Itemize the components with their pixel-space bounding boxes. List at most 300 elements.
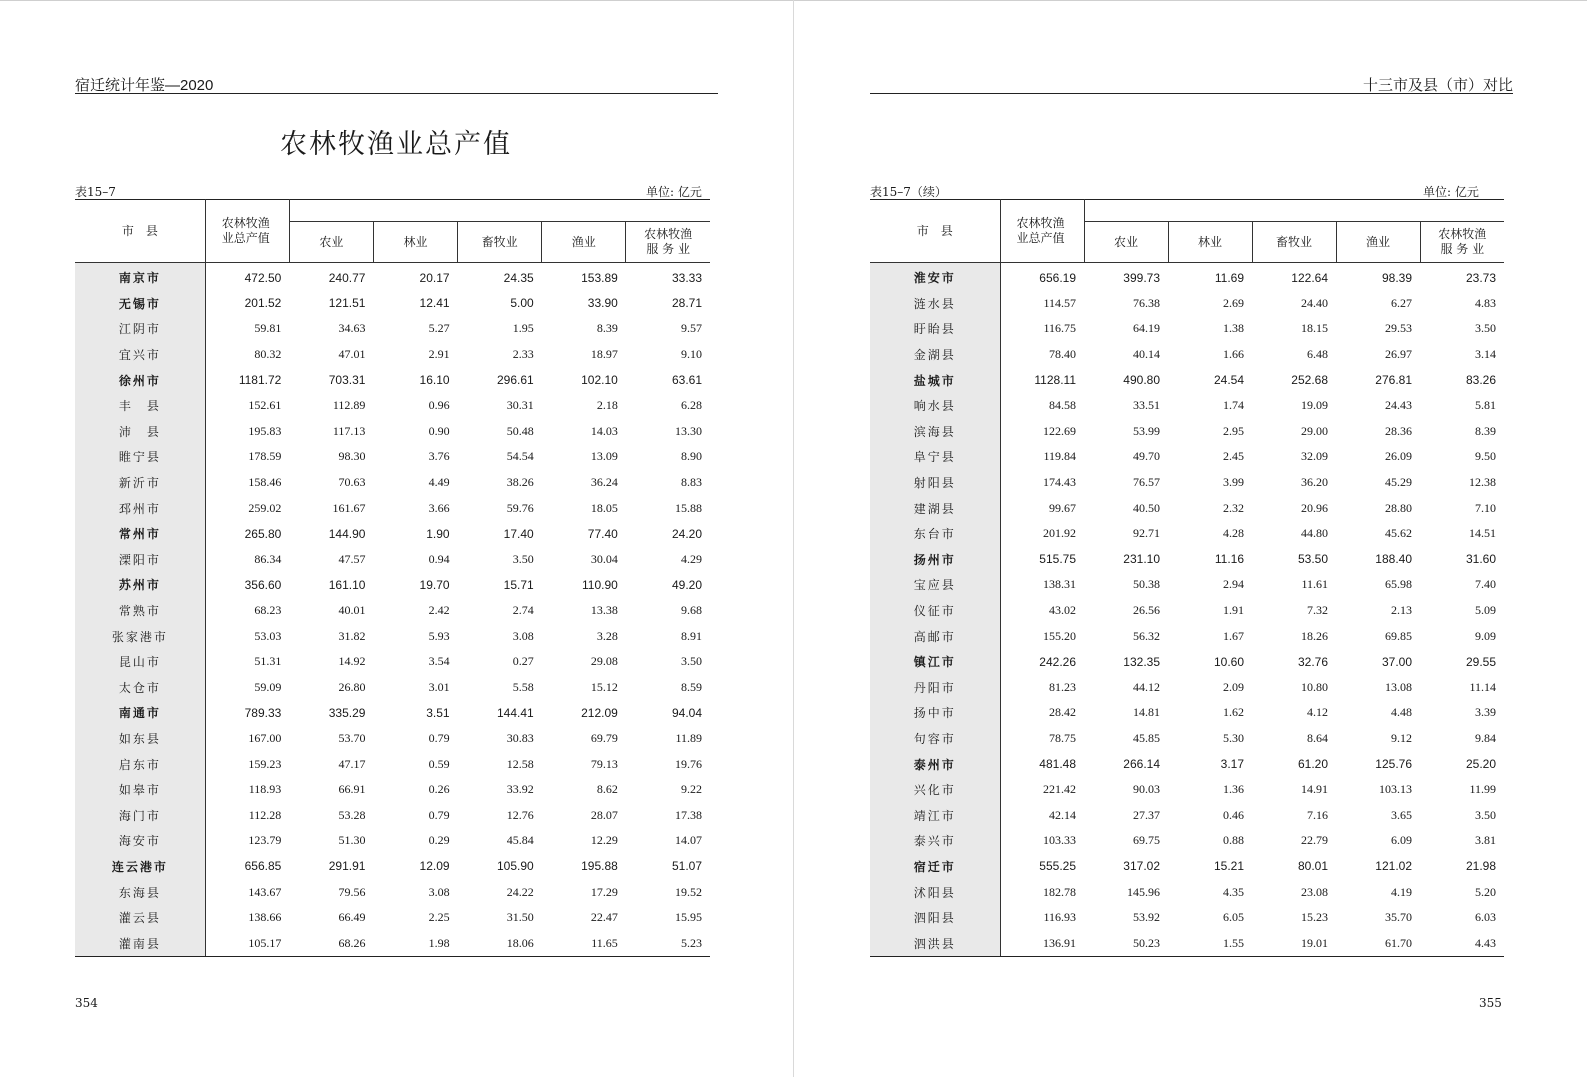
region-name: 阜宁县 — [870, 444, 1000, 470]
region-name: 泰州市 — [870, 751, 1000, 777]
value-cell: 56.32 — [1133, 628, 1160, 643]
value-cell: 86.34 — [254, 551, 282, 566]
region-name: 宝应县 — [870, 572, 1000, 598]
value-cell: 32.76 — [1297, 654, 1328, 669]
value-cell: 10.60 — [1213, 654, 1244, 669]
value-cell: 118.93 — [248, 782, 282, 797]
region-name: 南通市 — [75, 700, 205, 726]
value-cell: 15.88 — [675, 500, 702, 515]
value-cell: 114.57 — [1043, 295, 1076, 310]
value-cell: 79.13 — [590, 756, 618, 771]
value-cell: 59.76 — [506, 500, 534, 515]
value-cell: 18.97 — [590, 347, 618, 362]
value-cell: 40.50 — [1133, 500, 1160, 515]
value-cell: 1.38 — [1223, 321, 1244, 336]
header-fishery: 渔业 — [1336, 222, 1420, 263]
table-row — [75, 649, 710, 675]
region-name: 泗洪县 — [870, 930, 1000, 956]
table-row — [75, 905, 710, 931]
value-cell: 3.66 — [428, 500, 450, 515]
value-cell: 103.33 — [1043, 833, 1076, 848]
region-name: 扬州市 — [870, 547, 1000, 573]
value-cell: 28.36 — [1385, 423, 1412, 438]
value-cell: 3.08 — [512, 628, 534, 643]
value-cell: 53.03 — [254, 628, 282, 643]
value-cell: 399.73 — [1123, 270, 1160, 285]
page-number-left: 354 — [75, 996, 98, 1010]
value-cell: 1.95 — [512, 321, 534, 336]
table-row — [870, 726, 1504, 752]
value-cell: 9.57 — [681, 321, 702, 336]
value-cell: 18.26 — [1301, 628, 1328, 643]
value-cell: 2.69 — [1223, 295, 1244, 310]
table-row — [870, 470, 1504, 496]
value-cell: 5.58 — [512, 679, 534, 694]
value-cell: 102.10 — [581, 373, 618, 388]
value-cell: 23.73 — [1466, 270, 1497, 285]
region-name: 宜兴市 — [75, 342, 205, 368]
value-cell: 490.80 — [1123, 373, 1160, 388]
value-cell: 2.09 — [1223, 679, 1244, 694]
value-cell: 116.75 — [1043, 321, 1076, 336]
value-cell: 53.70 — [338, 730, 366, 745]
value-cell: 69.85 — [1385, 628, 1412, 643]
region-name: 响水县 — [870, 393, 1000, 419]
value-cell: 30.04 — [590, 551, 618, 566]
region-name: 常熟市 — [75, 598, 205, 624]
value-cell: 61.70 — [1336, 930, 1420, 956]
value-cell: 83.26 — [1466, 373, 1497, 388]
value-cell: 5.09 — [1475, 603, 1497, 618]
output-table-right — [870, 199, 1504, 957]
value-cell: 50.23 — [1084, 930, 1168, 956]
value-cell: 29.00 — [1301, 423, 1328, 438]
value-cell: 22.79 — [1301, 833, 1328, 848]
value-cell: 79.56 — [338, 884, 366, 899]
value-cell: 335.29 — [328, 705, 366, 720]
value-cell: 13.08 — [1385, 679, 1412, 694]
region-name: 无锡市 — [75, 291, 205, 317]
value-cell: 69.75 — [1133, 833, 1160, 848]
table-row — [870, 879, 1504, 905]
value-cell: 19.01 — [1252, 930, 1336, 956]
value-cell: 33.90 — [587, 296, 618, 311]
header-fishery: 渔业 — [542, 222, 626, 263]
value-cell: 4.83 — [1475, 295, 1497, 310]
value-cell: 17.29 — [590, 884, 618, 899]
value-cell: 1.55 — [1168, 930, 1252, 956]
value-cell: 8.62 — [596, 782, 618, 797]
region-name: 徐州市 — [75, 367, 205, 393]
table-row — [75, 879, 710, 905]
header-forestry: 林业 — [1168, 222, 1252, 263]
value-cell: 3.28 — [596, 628, 618, 643]
value-cell: 36.24 — [590, 475, 618, 490]
value-cell: 44.12 — [1133, 679, 1160, 694]
value-cell: 0.94 — [428, 551, 450, 566]
value-cell: 122.64 — [1291, 270, 1328, 285]
value-cell: 201.92 — [1043, 526, 1076, 541]
table-row — [870, 572, 1504, 598]
value-cell: 2.94 — [1223, 577, 1244, 592]
table-row — [75, 419, 710, 445]
value-cell: 47.17 — [338, 756, 366, 771]
value-cell: 65.98 — [1385, 577, 1412, 592]
value-cell: 14.91 — [1301, 782, 1328, 797]
value-cell: 2.91 — [428, 347, 450, 362]
value-cell: 6.05 — [1223, 910, 1244, 925]
value-cell: 3.54 — [428, 654, 450, 669]
value-cell: 4.43 — [1420, 930, 1504, 956]
region-name: 如皋市 — [75, 777, 205, 803]
value-cell: 117.13 — [332, 423, 366, 438]
region-name: 句容市 — [870, 726, 1000, 752]
value-cell: 64.19 — [1133, 321, 1160, 336]
value-cell: 9.09 — [1475, 628, 1497, 643]
value-cell: 4.19 — [1391, 884, 1412, 899]
header-rule-left — [75, 93, 718, 94]
value-cell: 703.31 — [328, 373, 366, 388]
value-cell: 14.07 — [675, 833, 702, 848]
value-cell: 15.12 — [590, 679, 618, 694]
page-title: 农林牧渔业总产值 — [280, 129, 512, 160]
header-spacer — [1084, 200, 1504, 222]
table-row — [75, 547, 710, 573]
value-cell: 0.90 — [428, 423, 450, 438]
region-name: 如东县 — [75, 726, 205, 752]
value-cell: 0.59 — [428, 756, 450, 771]
value-cell: 212.09 — [581, 705, 618, 720]
value-cell: 22.47 — [590, 910, 618, 925]
value-cell: 47.01 — [338, 347, 366, 362]
value-cell: 40.01 — [338, 603, 366, 618]
table-row — [75, 623, 710, 649]
value-cell: 17.40 — [503, 526, 534, 541]
value-cell: 132.35 — [1123, 654, 1160, 669]
value-cell: 145.96 — [1127, 884, 1160, 899]
table-row — [870, 444, 1504, 470]
value-cell: 9.12 — [1391, 730, 1412, 745]
value-cell: 3.50 — [1475, 807, 1497, 822]
value-cell: 14.92 — [338, 654, 366, 669]
table-row — [75, 777, 710, 803]
value-cell: 98.39 — [1381, 270, 1412, 285]
region-name: 泰兴市 — [870, 828, 1000, 854]
value-cell: 116.93 — [1043, 910, 1076, 925]
value-cell: 19.70 — [419, 577, 450, 592]
value-cell: 8.64 — [1307, 730, 1328, 745]
value-cell: 42.14 — [1049, 807, 1076, 822]
value-cell: 11.99 — [1469, 782, 1497, 797]
value-cell: 16.10 — [419, 373, 450, 388]
table-row — [870, 751, 1504, 777]
value-cell: 54.54 — [506, 449, 534, 464]
value-cell: 221.42 — [1043, 782, 1076, 797]
value-cell: 656.19 — [1039, 270, 1076, 285]
value-cell: 26.97 — [1385, 347, 1412, 362]
value-cell: 11.69 — [1214, 270, 1244, 285]
region-name: 镇江市 — [870, 649, 1000, 675]
value-cell: 266.14 — [1123, 757, 1160, 772]
value-cell: 5.20 — [1475, 884, 1497, 899]
value-cell: 158.46 — [248, 475, 282, 490]
value-cell: 28.42 — [1049, 705, 1076, 720]
table-row — [75, 367, 710, 393]
value-cell: 1181.72 — [238, 373, 282, 388]
value-cell: 43.02 — [1049, 603, 1076, 618]
value-cell: 81.23 — [1049, 679, 1076, 694]
value-cell: 7.40 — [1475, 577, 1497, 592]
region-name: 扬中市 — [870, 700, 1000, 726]
table-row — [870, 291, 1504, 317]
table-row — [870, 649, 1504, 675]
region-name: 苏州市 — [75, 572, 205, 598]
region-name: 涟水县 — [870, 291, 1000, 317]
value-cell: 2.74 — [512, 603, 534, 618]
header-total-output: 农林牧渔 业总产值 — [1000, 200, 1084, 263]
value-cell: 63.61 — [671, 373, 702, 388]
value-cell: 33.92 — [506, 782, 534, 797]
value-cell: 515.75 — [1039, 552, 1076, 567]
value-cell: 2.13 — [1391, 603, 1412, 618]
table-body-right — [870, 263, 1504, 957]
value-cell: 29.53 — [1385, 321, 1412, 336]
value-cell: 15.95 — [675, 910, 702, 925]
value-cell: 182.78 — [1043, 884, 1076, 899]
value-cell: 78.40 — [1049, 347, 1076, 362]
value-cell: 167.00 — [248, 730, 282, 745]
region-name: 泗阳县 — [870, 905, 1000, 931]
header-forestry: 林业 — [373, 222, 457, 263]
value-cell: 9.84 — [1475, 730, 1497, 745]
value-cell: 240.77 — [328, 270, 366, 285]
value-cell: 20.96 — [1301, 500, 1328, 515]
region-name: 东台市 — [870, 521, 1000, 547]
value-cell: 112.28 — [248, 807, 282, 822]
table-body-left — [75, 263, 710, 957]
running-head-left: 宿迁统计年鉴—2020 — [75, 77, 214, 94]
value-cell: 3.14 — [1475, 347, 1497, 362]
value-cell: 195.83 — [248, 423, 282, 438]
value-cell: 24.54 — [1213, 373, 1244, 388]
value-cell: 76.38 — [1133, 295, 1160, 310]
value-cell: 7.16 — [1307, 807, 1328, 822]
value-cell: 0.46 — [1223, 807, 1244, 822]
table-row — [870, 367, 1504, 393]
value-cell: 1128.11 — [1034, 373, 1076, 388]
table-row — [75, 291, 710, 317]
region-name: 靖江市 — [870, 802, 1000, 828]
value-cell: 9.68 — [681, 603, 702, 618]
value-cell: 201.52 — [244, 296, 282, 311]
region-name: 滨海县 — [870, 419, 1000, 445]
value-cell: 3.51 — [426, 705, 450, 720]
value-cell: 1.98 — [373, 930, 457, 956]
value-cell: 19.76 — [675, 756, 702, 771]
value-cell: 3.01 — [428, 679, 450, 694]
value-cell: 31.82 — [338, 628, 366, 643]
table-row — [870, 263, 1504, 291]
value-cell: 26.80 — [338, 679, 366, 694]
value-cell: 103.13 — [1379, 782, 1412, 797]
value-cell: 53.99 — [1133, 423, 1160, 438]
header-service: 农林牧渔 服 务 业 — [1420, 222, 1504, 263]
unit-label-left: 单位: 亿元 — [646, 185, 702, 199]
region-name: 海安市 — [75, 828, 205, 854]
value-cell: 3.99 — [1223, 475, 1244, 490]
value-cell: 121.51 — [328, 296, 366, 311]
value-cell: 34.63 — [338, 321, 366, 336]
table-row — [75, 393, 710, 419]
table-row — [75, 726, 710, 752]
value-cell: 37.00 — [1381, 654, 1412, 669]
table-row — [75, 751, 710, 777]
value-cell: 144.90 — [328, 526, 366, 541]
value-cell: 35.70 — [1385, 910, 1412, 925]
value-cell: 45.85 — [1133, 730, 1160, 745]
value-cell: 161.10 — [328, 577, 366, 592]
value-cell: 3.50 — [512, 551, 534, 566]
table-row — [870, 521, 1504, 547]
region-name: 灌南县 — [75, 930, 205, 956]
value-cell: 31.60 — [1466, 552, 1497, 567]
value-cell: 90.03 — [1133, 782, 1160, 797]
value-cell: 12.38 — [1469, 475, 1497, 490]
value-cell: 242.26 — [1039, 654, 1076, 669]
value-cell: 24.40 — [1301, 295, 1328, 310]
value-cell: 0.96 — [428, 398, 450, 413]
table-row — [75, 316, 710, 342]
value-cell: 94.04 — [671, 705, 702, 720]
value-cell: 110.90 — [582, 577, 618, 592]
right-page — [794, 0, 1587, 1077]
value-cell: 11.16 — [1214, 552, 1244, 567]
value-cell: 143.67 — [248, 884, 282, 899]
value-cell: 23.08 — [1301, 884, 1328, 899]
table-row — [75, 263, 710, 291]
value-cell: 6.03 — [1475, 910, 1497, 925]
value-cell: 12.41 — [419, 296, 450, 311]
region-name: 盐城市 — [870, 367, 1000, 393]
region-name: 南京市 — [75, 263, 205, 291]
value-cell: 80.32 — [254, 347, 282, 362]
value-cell: 53.28 — [338, 807, 366, 822]
value-cell: 265.80 — [244, 526, 282, 541]
value-cell: 4.28 — [1223, 526, 1244, 541]
table-row — [75, 470, 710, 496]
value-cell: 5.93 — [428, 628, 450, 643]
table-row — [870, 930, 1504, 956]
value-cell: 3.17 — [1220, 757, 1244, 772]
value-cell: 6.09 — [1391, 833, 1412, 848]
value-cell: 2.95 — [1223, 423, 1244, 438]
value-cell: 9.50 — [1475, 449, 1497, 464]
value-cell: 2.25 — [428, 910, 450, 925]
table-id-right: 表15–7（续） — [870, 185, 947, 199]
table-row — [75, 521, 710, 547]
value-cell: 0.79 — [428, 807, 450, 822]
value-cell: 30.83 — [506, 730, 534, 745]
value-cell: 1.66 — [1223, 347, 1244, 362]
value-cell: 14.81 — [1133, 705, 1160, 720]
value-cell: 3.81 — [1475, 833, 1497, 848]
value-cell: 30.31 — [506, 398, 534, 413]
value-cell: 33.33 — [671, 270, 702, 285]
value-cell: 51.07 — [671, 859, 702, 874]
value-cell: 11.61 — [1301, 577, 1328, 592]
value-cell: 4.29 — [681, 551, 702, 566]
value-cell: 161.67 — [332, 500, 366, 515]
value-cell: 1.91 — [1223, 603, 1244, 618]
value-cell: 6.28 — [681, 398, 702, 413]
region-name: 金湖县 — [870, 342, 1000, 368]
value-cell: 26.56 — [1133, 603, 1160, 618]
region-name: 建湖县 — [870, 495, 1000, 521]
value-cell: 3.50 — [1475, 321, 1497, 336]
value-cell: 5.27 — [428, 321, 450, 336]
value-cell: 8.90 — [681, 449, 702, 464]
value-cell: 29.08 — [590, 654, 618, 669]
region-name: 沛 县 — [75, 419, 205, 445]
value-cell: 0.26 — [428, 782, 450, 797]
table-row — [75, 598, 710, 624]
value-cell: 8.91 — [681, 628, 702, 643]
table-row — [75, 342, 710, 368]
value-cell: 28.07 — [590, 807, 618, 822]
value-cell: 3.50 — [681, 654, 702, 669]
value-cell: 28.71 — [671, 296, 702, 311]
value-cell: 31.50 — [506, 910, 534, 925]
value-cell: 8.83 — [681, 475, 702, 490]
value-cell: 59.81 — [254, 321, 282, 336]
value-cell: 77.40 — [587, 526, 618, 541]
value-cell: 0.29 — [428, 833, 450, 848]
value-cell: 2.45 — [1223, 449, 1244, 464]
header-total-output: 农林牧渔 业总产值 — [205, 200, 289, 263]
value-cell: 2.42 — [428, 603, 450, 618]
table-row — [870, 854, 1504, 880]
table-row — [75, 802, 710, 828]
value-cell: 47.57 — [338, 551, 366, 566]
value-cell: 144.41 — [496, 705, 534, 720]
header-agriculture: 农业 — [1084, 222, 1168, 263]
value-cell: 8.39 — [1475, 423, 1497, 438]
value-cell: 8.59 — [681, 679, 702, 694]
unit-label-right: 单位: 亿元 — [1423, 185, 1479, 199]
value-cell: 11.65 — [542, 930, 626, 956]
value-cell: 50.48 — [506, 423, 534, 438]
value-cell: 3.76 — [428, 449, 450, 464]
value-cell: 356.60 — [244, 577, 282, 592]
region-name: 睢宁县 — [75, 444, 205, 470]
value-cell: 51.31 — [254, 654, 282, 669]
value-cell: 2.33 — [512, 347, 534, 362]
value-cell: 105.17 — [205, 930, 289, 956]
value-cell: 24.35 — [503, 270, 534, 285]
value-cell: 152.61 — [248, 398, 282, 413]
value-cell: 18.15 — [1301, 321, 1328, 336]
table-row — [75, 854, 710, 880]
value-cell: 66.49 — [338, 910, 366, 925]
left-page — [0, 0, 793, 1077]
value-cell: 8.39 — [596, 321, 618, 336]
value-cell: 45.62 — [1385, 526, 1412, 541]
table-row — [75, 930, 710, 956]
value-cell: 24.20 — [671, 526, 702, 541]
region-name: 昆山市 — [75, 649, 205, 675]
table-row — [870, 623, 1504, 649]
value-cell: 32.09 — [1301, 449, 1328, 464]
